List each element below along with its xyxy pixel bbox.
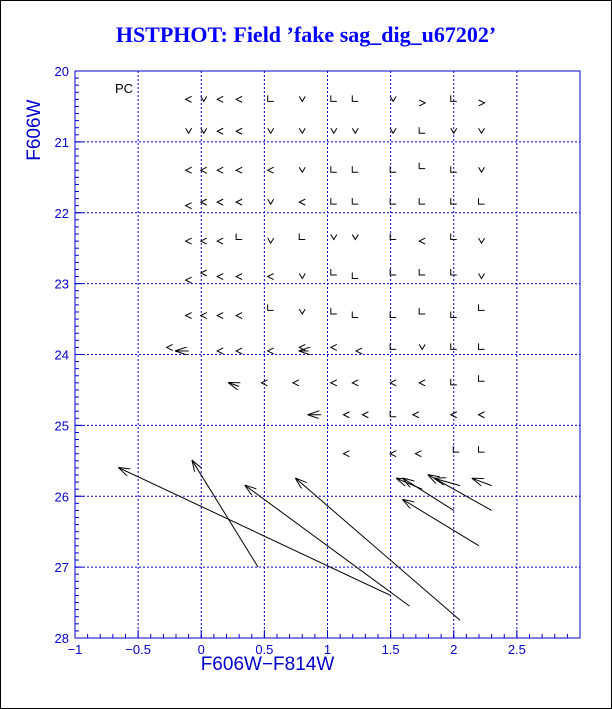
displacement-marker [419, 100, 425, 106]
displacement-marker [419, 269, 425, 275]
displacement-marker [479, 446, 485, 452]
displacement-marker [352, 198, 358, 204]
displacement-marker [413, 412, 419, 418]
displacement-marker [479, 128, 485, 133]
y-tick-label: 26 [54, 489, 69, 505]
displacement-arrow [229, 383, 239, 387]
grid-layer [75, 71, 580, 638]
displacement-arrow [473, 479, 492, 486]
displacement-marker [352, 235, 358, 240]
displacement-marker [167, 344, 173, 350]
y-tick-label: 24 [54, 347, 69, 363]
y-axis-title: F606W [24, 99, 45, 161]
vector-layer [119, 351, 491, 620]
displacement-marker [479, 375, 485, 381]
x-tick-label: 0 [197, 642, 205, 657]
displacement-marker [299, 309, 305, 314]
displacement-marker [236, 348, 242, 354]
displacement-marker [299, 344, 305, 350]
displacement-marker [236, 96, 242, 102]
displacement-marker [201, 313, 207, 319]
displacement-marker [419, 127, 425, 133]
displacement-marker [268, 274, 274, 280]
displacement-marker [299, 274, 305, 279]
displacement-marker [419, 163, 425, 169]
y-tick-label: 23 [54, 276, 69, 292]
displacement-marker [186, 96, 192, 102]
displacement-arrow [429, 475, 492, 510]
panel-label: PC [115, 81, 134, 96]
displacement-marker [352, 95, 358, 101]
displacement-marker [268, 238, 274, 243]
displacement-marker [217, 199, 223, 205]
displacement-marker [217, 313, 223, 319]
displacement-marker [419, 344, 425, 349]
plot-title: HSTPHOT: Field ’fake sag_dig_u67202’ [115, 22, 497, 47]
displacement-arrow [119, 468, 390, 596]
displacement-marker [352, 166, 358, 172]
y-tick-label: 20 [54, 64, 69, 79]
displacement-marker [352, 312, 358, 318]
displacement-marker [217, 238, 223, 244]
displacement-marker [331, 235, 337, 240]
displacement-marker [331, 308, 337, 314]
displacement-marker [186, 313, 192, 319]
displacement-marker [236, 199, 242, 205]
y-tick-label: 25 [54, 418, 69, 434]
displacement-marker [352, 273, 358, 279]
displacement-marker [331, 198, 337, 204]
displacement-arrow [397, 479, 422, 490]
displacement-marker [479, 198, 485, 204]
displacement-arrow [403, 479, 454, 511]
displacement-marker [352, 128, 358, 133]
displacement-marker [236, 313, 242, 319]
y-tick-label: 28 [54, 631, 69, 646]
displacement-marker [186, 277, 192, 283]
displacement-marker [217, 167, 223, 173]
displacement-marker [236, 234, 242, 240]
displacement-marker [479, 274, 485, 279]
x-tick-label: 2.5 [507, 642, 526, 657]
displacement-marker [299, 199, 305, 205]
displacement-marker [331, 344, 337, 350]
displacement-marker [268, 348, 274, 354]
displacement-marker [268, 128, 274, 133]
displacement-marker [352, 380, 358, 386]
displacement-marker [299, 128, 305, 133]
displacement-marker [293, 380, 299, 386]
x-tick-label: −0.5 [125, 642, 151, 657]
displacement-marker [186, 203, 192, 209]
x-tick-label: 2 [450, 642, 458, 657]
displacement-arrow [403, 500, 479, 546]
displacement-marker [331, 380, 337, 386]
displacement-marker [268, 304, 274, 310]
x-tick-label: 1.5 [381, 642, 400, 657]
displacement-marker [479, 304, 485, 310]
displacement-marker [186, 167, 192, 173]
displacement-marker [236, 167, 242, 173]
displacement-marker [331, 269, 337, 275]
y-tick-label: 21 [54, 134, 69, 150]
displacement-marker [479, 343, 485, 349]
y-tick-label: 27 [54, 560, 69, 576]
marker-layer [167, 95, 485, 456]
displacement-marker [343, 412, 349, 418]
displacement-marker [343, 451, 349, 457]
displacement-marker [419, 238, 425, 244]
displacement-marker [356, 348, 362, 354]
displacement-arrow [435, 479, 460, 486]
displacement-marker [268, 167, 274, 173]
x-tick-label: 0.5 [255, 642, 274, 657]
displacement-marker [331, 128, 337, 133]
displacement-marker [217, 274, 223, 280]
displacement-marker [236, 128, 242, 134]
displacement-marker [217, 96, 223, 102]
displacement-marker [186, 128, 192, 133]
displacement-marker [299, 96, 305, 101]
displacement-marker [299, 167, 305, 172]
displacement-marker [419, 380, 425, 386]
displacement-marker [331, 95, 337, 101]
displacement-marker [236, 274, 242, 280]
displacement-marker [299, 234, 305, 240]
displacement-arrow [192, 461, 258, 567]
displacement-marker [217, 128, 223, 134]
tick-label-layer [55, 64, 526, 657]
x-tick-label: −1 [67, 642, 83, 657]
displacement-marker [419, 198, 425, 204]
displacement-marker [479, 167, 485, 172]
displacement-marker [217, 348, 223, 354]
displacement-marker [186, 238, 192, 244]
x-axis-title: F606W−F814W [200, 654, 335, 675]
y-tick-label: 22 [54, 205, 69, 221]
displacement-marker [268, 95, 274, 101]
x-tick-label: 1 [323, 642, 332, 657]
displacement-marker [479, 100, 485, 106]
displacement-marker [419, 308, 425, 314]
displacement-marker [415, 451, 421, 457]
displacement-marker [331, 166, 337, 172]
displacement-marker [479, 238, 485, 243]
displacement-marker [479, 412, 485, 418]
displacement-arrow [296, 479, 460, 621]
displacement-marker [268, 199, 274, 204]
displacement-marker [362, 412, 368, 418]
